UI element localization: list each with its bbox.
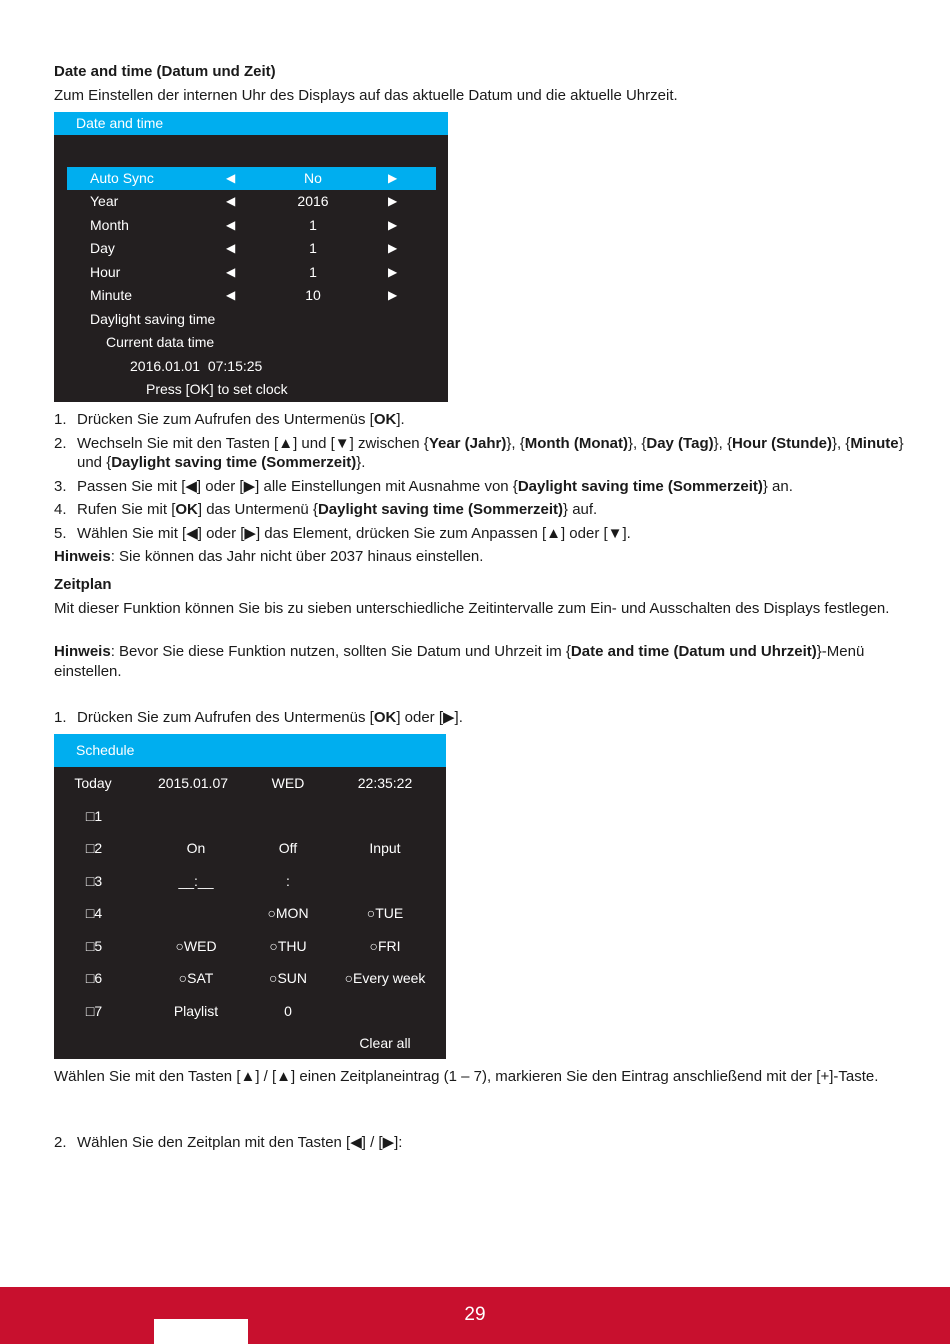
section-intro-schedule: Mit dieser Funktion können Sie bis zu sieben unterschiedliche Zeitintervalle zum Ein- und Ausschalten des Displays festlegen. (54, 600, 890, 617)
section-intro-date-time: Zum Einstellen der internen Uhr des Displays auf das aktuelle Datum und die aktuelle Uhrzeit. (54, 87, 678, 104)
date-time-osd-menu (54, 112, 448, 402)
today-label: Today (74, 775, 112, 791)
row-label: Current data time (106, 334, 215, 350)
section-heading-date-time: Date and time (Datum und Zeit) (54, 63, 276, 80)
right-arrow-icon[interactable]: ▶ (388, 241, 398, 255)
current-time-value: 2016.01.01 07:15:25 (130, 358, 263, 374)
right-arrow-icon[interactable]: ▶ (388, 194, 398, 208)
row-value: 10 (305, 287, 321, 303)
row-value: 2016 (297, 193, 329, 209)
list-item: 1. Drücken Sie zum Aufrufen des Untermenüs [OK] oder [▶]. (54, 709, 463, 726)
row-label: Hour (90, 264, 121, 280)
osd-row-month[interactable] (67, 214, 436, 237)
row-value: 1 (309, 264, 317, 280)
day-option-sun[interactable]: ○SUN (268, 970, 307, 986)
day-option-fri[interactable]: ○FRI (369, 938, 401, 954)
osd-row-day[interactable] (67, 237, 436, 260)
row-label: Daylight saving time (90, 311, 216, 327)
day-option-mon[interactable]: ○MON (267, 905, 309, 921)
off-time-field[interactable]: : (286, 873, 290, 889)
clear-all-button[interactable]: Clear all (359, 1035, 411, 1051)
day-option-sat[interactable]: ○SAT (178, 970, 214, 986)
footer-white-box (154, 1319, 248, 1344)
schedule-entry-3[interactable]: □3 (85, 873, 103, 889)
list-item: 2. Wählen Sie den Zeitplan mit den Tasten [◀] / [▶]: (54, 1134, 403, 1151)
row-label: Month (90, 217, 129, 233)
schedule-entry-6[interactable]: □6 (85, 970, 103, 986)
note-schedule: Hinweis: Bevor Sie diese Funktion nutzen, sollten Sie Datum und Uhrzeit im {Date and time (Datum und Uhrzeit)}-Menü einstellen. (54, 643, 865, 680)
day-option-wed[interactable]: ○WED (175, 938, 217, 954)
schedule-instructions: Wählen Sie mit den Tasten [▲] / [▲] einen Zeitplaneintrag (1 – 7), markieren Sie den Eintrag anschließend mit der [+]-Taste. (54, 1068, 879, 1085)
row-label: Day (90, 240, 115, 256)
day-option-tue[interactable]: ○TUE (366, 905, 404, 921)
schedule-entry-2[interactable]: □2 (85, 840, 103, 856)
left-arrow-icon[interactable]: ◀ (226, 265, 236, 279)
steps-list-schedule-2 (54, 1133, 904, 1157)
row-value: No (304, 170, 322, 186)
input-label: Input (369, 840, 401, 856)
osd-row-minute[interactable] (67, 284, 436, 307)
right-arrow-icon[interactable]: ▶ (388, 218, 398, 232)
list-item: 5. Wählen Sie mit [◀] oder [▶] das Element, drücken Sie zum Anpassen [▲] oder [▼]. (54, 524, 631, 542)
osd-title: Date and time (54, 112, 448, 135)
list-item: 1. Drücken Sie zum Aufrufen des Untermenüs [OK]. (54, 411, 405, 428)
right-arrow-icon[interactable]: ▶ (388, 171, 398, 185)
schedule-osd-menu (54, 734, 446, 1059)
right-arrow-icon[interactable]: ▶ (388, 265, 398, 279)
schedule-entry-7[interactable]: □7 (85, 1003, 103, 1019)
today-weekday: WED (271, 775, 305, 791)
osd-title: Schedule (54, 734, 446, 767)
steps-list-schedule (54, 708, 904, 732)
day-option-every-week[interactable]: ○Every week (344, 970, 426, 986)
steps-list-date-time (54, 410, 904, 547)
left-arrow-icon[interactable]: ◀ (226, 218, 236, 232)
osd-current-time-label (67, 331, 436, 354)
schedule-entry-5[interactable]: □5 (85, 938, 103, 954)
osd-press-hint (67, 378, 436, 401)
row-value: 1 (309, 217, 317, 233)
osd-row-hour[interactable] (67, 261, 436, 284)
playlist-value[interactable]: 0 (284, 1003, 292, 1019)
on-time-field[interactable]: __:__ (178, 873, 214, 889)
list-item: 4. Rufen Sie mit [OK] das Untermenü {Daylight saving time (Sommerzeit)} auf. (54, 501, 598, 518)
row-label: Minute (90, 287, 133, 303)
left-arrow-icon[interactable]: ◀ (226, 171, 236, 185)
osd-row-daylight-saving[interactable] (67, 308, 436, 331)
left-arrow-icon[interactable]: ◀ (226, 288, 236, 302)
row-value: 1 (309, 240, 317, 256)
today-date: 2015.01.07 (157, 775, 229, 791)
row-label: Auto Sync (90, 170, 154, 186)
list-item: 3. Passen Sie mit [◀] oder [▶] alle Einstellungen mit Ausnahme von {Daylight saving time (Sommerzeit)} an. (54, 477, 793, 495)
right-arrow-icon[interactable]: ▶ (388, 288, 398, 302)
osd-row-auto-sync[interactable] (67, 167, 436, 190)
playlist-label: Playlist (173, 1003, 219, 1019)
note-year-limit: Hinweis: Sie können das Jahr nicht über 2037 hinaus einstellen. (54, 548, 484, 565)
section-heading-schedule: Zeitplan (54, 576, 112, 593)
press-ok-hint: Press [OK] to set clock (146, 381, 288, 397)
row-label: Year (90, 193, 119, 209)
osd-row-year[interactable] (67, 190, 436, 213)
left-arrow-icon[interactable]: ◀ (226, 194, 236, 208)
day-option-thu[interactable]: ○THU (269, 938, 307, 954)
list-item: 2. Wechseln Sie mit den Tasten [▲] und [▼] zwischen {Year (Jahr)}, {Month (Monat)}, {Day (Tag)}, {Hour (Stunde)}, {Minute} und {Daylight saving time (Sommerzeit)}. (54, 434, 904, 471)
today-time: 22:35:22 (357, 775, 413, 791)
off-label: Off (278, 840, 298, 856)
left-arrow-icon[interactable]: ◀ (226, 241, 236, 255)
schedule-entry-1[interactable]: □1 (85, 808, 103, 824)
schedule-entry-4[interactable]: □4 (85, 905, 103, 921)
on-label: On (186, 840, 206, 856)
page-number: 29 (464, 1304, 486, 1325)
osd-current-time-value (67, 355, 436, 378)
